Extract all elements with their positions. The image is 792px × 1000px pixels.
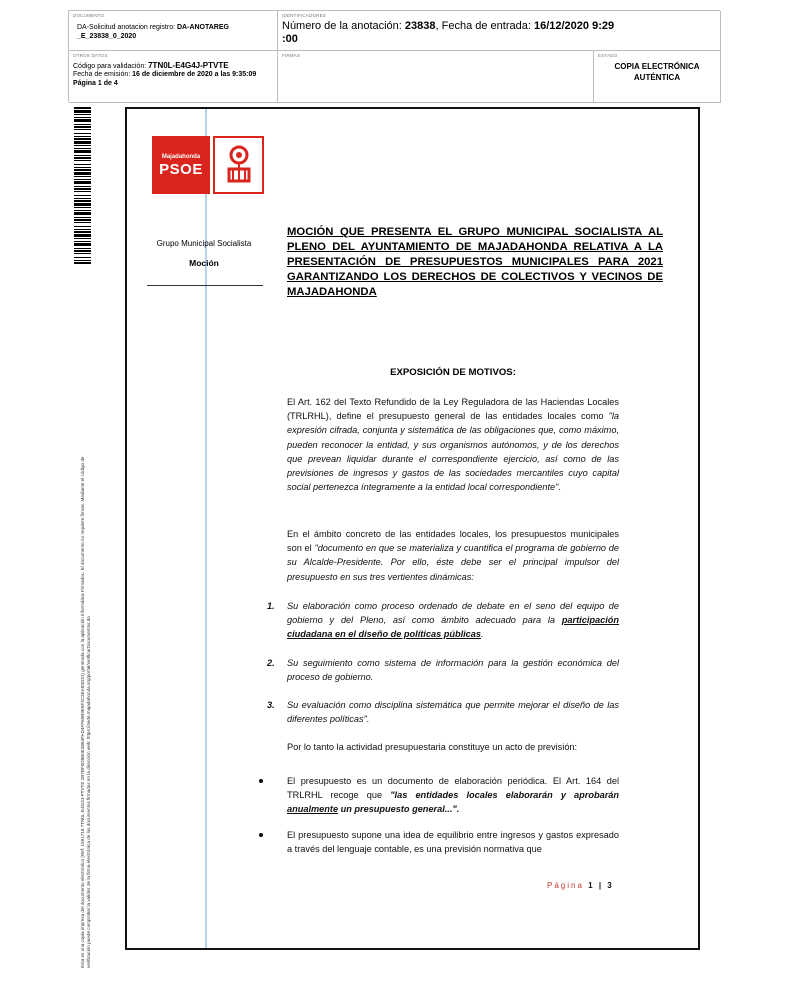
paragraph-2: En el ámbito concreto de las entidades locales, los presupuestos municipales son el "documento en que se materializa y cuantifica el programa de gobierno de su Alcalde-Presidente. Por ello, éste debe ser el principal impulsor del presupuesto en sus tres vertientes dinámicas:: [287, 529, 619, 582]
list-item-2: 2. Su seguimiento como sistema de información para la gestión económica del proceso de gobierno.: [267, 658, 619, 683]
documento-label: DOCUMENTO: [73, 13, 105, 18]
group-divider: [147, 285, 263, 286]
scanned-page: [125, 107, 700, 950]
firmas-cell: [278, 51, 594, 103]
list-item-1: 1. Su elaboración como proceso ordenado de debate en el seno del equipo de gobierno y del Pleno, así como ámbito adecuado para la participación ciudadana en el diseño de políticas públicas.: [267, 601, 619, 640]
side-verification-note: Esta es una copia impresa del documento electrónico (Ref: 1591718 7TN0L-E4G4J-PTVTE 2B7BF0D8B0E3864FAD4FF60B9E6F4C3EA83D31) generada con la aplicación informática Firmadoc. El documento no requiere firmas. Mediante el código de verificación puede comprobar la validez de la firma electrónica de los documentos firmados en la dirección web: https://sede.majadahonda.org/portal/verificarDocumentos.do: [80, 456, 92, 968]
otros-datos-cell: [69, 51, 278, 103]
validation-code: 7TN0L-E4G4J-PTVTE: [148, 61, 229, 70]
registro-value: Número de la anotación: 23838, Fecha de entrada: 16/12/2020 9:29 :00: [282, 20, 615, 45]
page-footer: Página 1 | 3: [547, 881, 614, 890]
bullet-dot: [259, 833, 263, 837]
section-title: EXPOSICIÓN DE MOTIVOS:: [390, 367, 516, 378]
otros-datos-label: OTROS DATOS: [73, 53, 108, 58]
header-grid: [68, 10, 720, 102]
barcode: [74, 107, 91, 264]
group-name: Grupo Municipal Socialista: [156, 239, 252, 248]
paragraph-3: Por lo tanto la actividad presupuestaria constituye un acto de previsión:: [287, 742, 578, 752]
bullet-dot: [259, 779, 263, 783]
documento-value: DA-Solicitud anotacion registro: DA-ANOTAREG _E_23838_0_2020: [77, 24, 229, 40]
identificadores-label: IDENTIFICADORES: [282, 13, 327, 18]
paragraph-1: El Art. 162 del Texto Refundido de la Ley Reguladora de las Haciendas Locales (TRLRHL), define el presupuesto general de las entidades locales como "la expresión cifrada, conjunta y sistemática de las obligaciones que, como máximo, pueden reconocer la entidad, y sus organismos autónomos, y de los derechos que prevean liquidar durante el correspondiente ejercicio, así como de las previsiones de ingresos y gastos de las sociedades mercantiles cuyo capital social pertenezca íntegramente a la entidad local correspondiente".: [287, 397, 619, 493]
rose-fist-icon: [213, 136, 264, 194]
group-block: [147, 239, 261, 268]
otros-datos-value: Código para validación: 7TN0L-E4G4J-PTVTE Fecha de emisión: 16 de diciembre de 2020 a las 9:35:09 Página 1 de 4: [73, 61, 257, 87]
logo-wordmark: Majadahonda PSOE: [152, 136, 210, 194]
page-count: Página 1 de 4: [73, 79, 118, 87]
bullet-item-2: El presupuesto supone una idea de equilibrio entre ingresos y gastos expresado a través del lenguaje contable, es una previsión normativa que: [287, 828, 619, 856]
estado-value: COPIA ELECTRÓNICA AUTÉNTICA: [614, 62, 700, 82]
documento-cell: [69, 11, 278, 51]
estado-label: ESTADO: [598, 53, 618, 58]
psoe-logo: [152, 136, 264, 198]
motion-title: MOCIÓN QUE PRESENTA EL GRUPO MUNICIPAL SOCIALISTA AL PLENO DEL AYUNTAMIENTO DE MAJADAHONDA RELATIVA A LA PRESENTACIÓN DE PRESUPUESTOS MUNICIPALES PARA 2021 GARANTIZANDO LOS DERECHOS DE COLECTIVOS Y VECINOS DE MAJADAHONDA: [287, 226, 663, 298]
list-item-3: 3. Su evaluación como disciplina sistemática que permite mejorar el diseño de las diferentes políticas".: [267, 700, 619, 725]
identificadores-cell: [278, 11, 721, 51]
scan-margin-line: [205, 109, 207, 948]
document-type: Moción: [189, 258, 219, 268]
firmas-label: FIRMAS: [282, 53, 301, 58]
estado-cell: [594, 51, 721, 103]
bullet-item-1: El presupuesto es un documento de elaboración periódica. El Art. 164 del TRLRHL recoge que "las entidades locales elaborarán y aprobarán anualmente un presupuesto general...".: [287, 774, 619, 817]
